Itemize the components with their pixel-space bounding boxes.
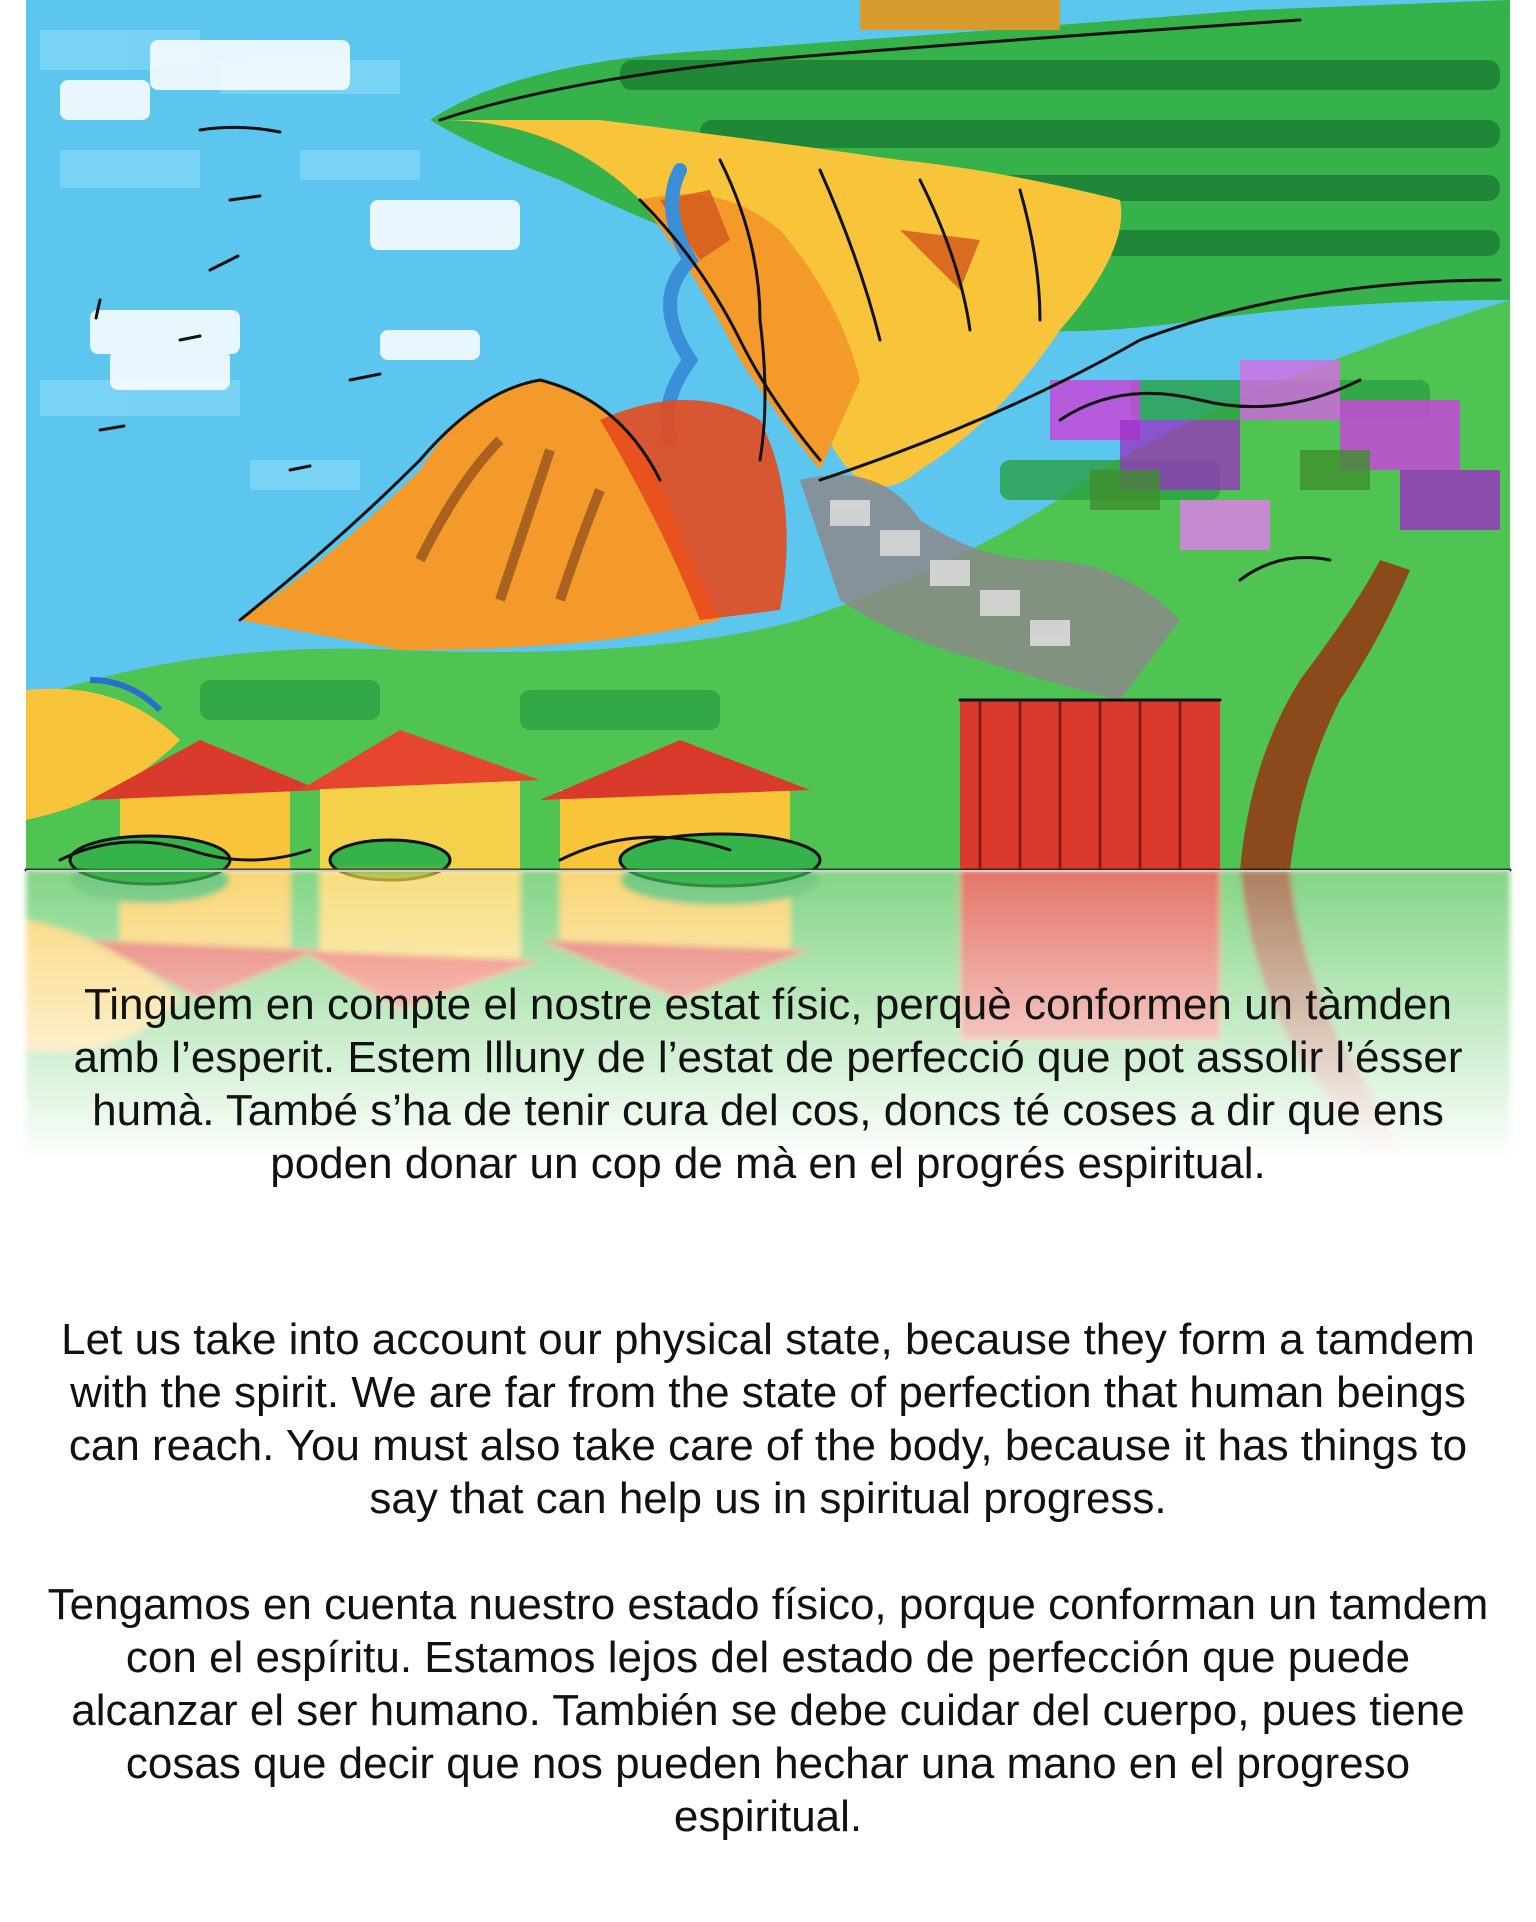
hill-peak [860, 0, 1060, 30]
catalan-paragraph: Tinguem en compte el nostre estat físic, perquè conformen un tàmden amb l’esperit. Estem llluny de l’estat de perfecció que pot assolir l’ésser humà. També s’ha de tenir cura del cos, doncs té coses a dir que ens poden donar un cop de mà en el progrés espiritual. [73, 980, 1463, 1188]
spanish-paragraph: Tengamos en cuenta nuestro estado físico, porque conforman un tamdem con el espíritu. Estamos lejos del estado de perfección que puede alcanzar el ser humano. También se debe cuidar del cuerpo, pues tiene cosas que decir que nos pueden hechar una mano en el progreso espiritual. [47, 1580, 1489, 1841]
upper-scene [26, 0, 1510, 886]
english-paragraph: Let us take into account our physical state, because they form a tamdem with the spirit. We are far from the state of perfection that human beings can reach. You must also take care of the body, because it has things to say that can help us in spiritual progress. [61, 1315, 1475, 1523]
